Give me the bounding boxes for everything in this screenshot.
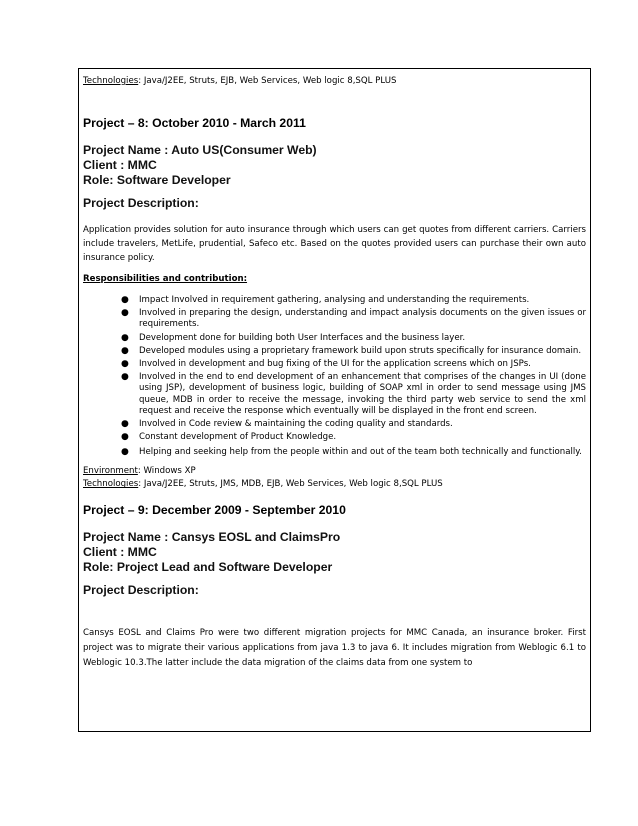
technologies-value: : Java/J2EE, Struts, EJB, Web Services, Web logic 8,SQL PLUS xyxy=(138,76,397,86)
list-item: ● Involved in preparing the design, understanding and impact analysis documents on the given issues or requirements. xyxy=(121,308,586,330)
project-9-title: Project – 9: December 2009 - September 2010 xyxy=(83,503,346,518)
list-item: ● Constant development of Product Knowledge. xyxy=(121,432,337,443)
bullet-icon: ● xyxy=(121,419,129,430)
project-8-client: Client : MMC xyxy=(83,158,157,172)
bullet-icon: ● xyxy=(121,447,129,458)
technologies-line-project-8 xyxy=(83,478,586,491)
environment-value: : Windows XP xyxy=(137,466,196,477)
environment-line xyxy=(83,465,586,478)
technologies-value: : Java/J2EE, Struts, JMS, MDB, EJB, Web Services, Web logic 8,SQL PLUS xyxy=(138,479,443,490)
bullet-icon: ● xyxy=(121,308,129,319)
list-item: ● Involved in development and bug fixing of the UI for the application screens which on JSPs. xyxy=(121,359,531,370)
project-9-role: Role: Project Lead and Software Developer xyxy=(83,560,333,575)
project-9-name: Project Name : Cansys EOSL and ClaimsPro xyxy=(83,530,341,545)
document-content xyxy=(83,75,586,671)
list-item: ● Impact Involved in requirement gathering, analysing and understanding the requirements. xyxy=(121,295,530,305)
responsibilities-list xyxy=(83,295,586,459)
bullet-icon: ● xyxy=(121,332,129,343)
technologies-label: Technologies xyxy=(83,479,139,490)
bullet-icon: ● xyxy=(121,372,129,383)
environment-label: Environment xyxy=(83,466,138,477)
list-item: ● Development done for building both User Interfaces and the business layer. xyxy=(121,332,466,343)
project-8-description: Application provides solution for auto insurance through which users can get quotes from different carriers. Carriers include travelers, MetLife, prudential, Safeco etc. Based on the quotes provided users can purchase their own auto insurance policy. xyxy=(83,225,586,263)
project-8-name: Project Name : Auto US(Consumer Web) xyxy=(83,143,317,157)
document-page-frame xyxy=(78,68,591,732)
responsibilities-heading: Responsibilities and contribution: xyxy=(83,274,248,284)
list-item: ● Developed modules using a proprietary framework build upon struts specifically for insurance domain. xyxy=(121,345,582,356)
project-9-description: Cansys EOSL and Claims Pro were two different migration projects for MMC Canada, an insurance broker. First project was to migrate their various applications from java 1.3 to java 6. It includes migration from Weblogic 6.1 to Weblogic 10.3.The latter include the data migration of the claims data from one system to xyxy=(83,628,586,669)
project-8-role: Role: Software Developer xyxy=(83,173,231,187)
bullet-icon: ● xyxy=(121,359,129,370)
project-9-description-heading: Project Description: xyxy=(83,583,199,598)
list-item: ● Helping and seeking help from the people within and out of the team both technically and functionally. xyxy=(121,447,582,458)
project-8-title: Project – 8: October 2010 - March 2011 xyxy=(83,116,306,130)
bullet-icon: ● xyxy=(121,295,129,305)
bullet-icon: ● xyxy=(121,432,129,443)
bullet-icon: ● xyxy=(121,345,129,356)
technologies-line-top xyxy=(83,75,586,88)
project-9-client: Client : MMC xyxy=(83,545,157,560)
project-8-description-heading: Project Description: xyxy=(83,196,199,210)
technologies-label: Technologies xyxy=(83,76,139,86)
list-item: ● Involved in Code review & maintaining the coding quality and standards. xyxy=(121,419,453,430)
list-item: ● Involved in the end to end development of an enhancement that comprises of the changes in UI (done using JSP), development of business logic, building of SOAP xml in order to send message using JMS queue, MDB in order to receive the message, invoking the third party web service to send the xml request and receive the response which eventually will be displayed in the front end screen. xyxy=(121,372,586,416)
